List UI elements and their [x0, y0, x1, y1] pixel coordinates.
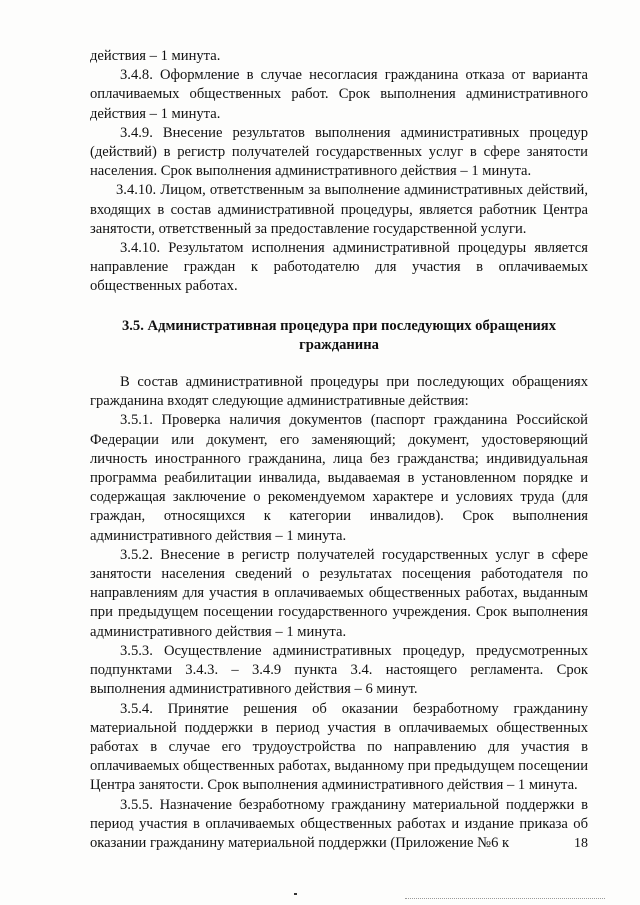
paragraph-3-4-10-result: 3.4.10. Результатом исполнения административной процедуры является направление граждан к работодателю для участия в оплачиваемых общественных работах. [90, 240, 588, 295]
section-heading: 3.5. Административная процедура при последующих обращениях гражданина [121, 317, 556, 353]
page-number: 18 [574, 836, 588, 851]
paragraph-3-5-1: 3.5.1. Проверка наличия документов (паспорт гражданина Российской Федерации или документ, его заменяющий; документ, удостоверяющий личность иностранного гражданина, лица без гражданства; индивидуальная программа реабилитации инвалида, выдаваемая в установленном порядке и содержащая заключение о рекомендуемом характере и условиях труда (для граждан, относящихся к категории инвалидов). Срок выполнения административного действия – 1 минута. [90, 412, 588, 544]
paragraph-3-5-2: 3.5.2. Внесение в регистр получателей государственных услуг в сфере занятости населения сведений о результатах посещения работодателя по направлениям для участия в оплачиваемых общественных работах, выданным при предыдущем посещении государственного учреждения. Срок выполнения административного действия – 1 минута. [90, 546, 588, 640]
paragraph-continuation: действия – 1 минута. [90, 48, 221, 64]
scan-dot [294, 893, 297, 895]
paragraph-intro: В состав административной процедуры при последующих обращениях гражданина входят следующие административные действия: [90, 374, 588, 410]
paragraph-3-5-5: 3.5.5. Назначение безработному гражданину материальной поддержки в период участия в оплачиваемых общественных работах и издание приказа об оказании гражданину материальной поддержки (Приложение №6 к [90, 796, 588, 851]
paragraph-3-4-10-responsible: 3.4.10. Лицом, ответственным за выполнение административных действий, входящих в состав административной процедуры, является работник Центра занятости, ответственный за предоставление государственной услуги. [90, 182, 588, 237]
paragraph-3-5-4: 3.5.4. Принятие решения об оказании безработному гражданину материальной поддержки в период участия в оплачиваемых общественных работах в случае его трудоустройства по направлению для участия в оплачиваемых общественных работах, выданному при предыдущем посещении Центра занятости. Срок выполнения административного действия – 1 минута. [90, 700, 588, 794]
document-body [90, 47, 588, 853]
scan-edge-line [405, 898, 605, 899]
paragraph-3-4-8: 3.4.8. Оформление в случае несогласия гражданина отказа от варианта оплачиваемых общественных работ. Срок выполнения административного действия – 1 минута. [90, 67, 588, 122]
paragraph-3-5-3: 3.5.3. Осуществление административных процедур, предусмотренных подпунктами 3.4.3. – 3.4.9 пункта 3.4. настоящего регламента. Срок выполнения административного действия – 6 минут. [90, 642, 588, 698]
paragraph-3-4-9: 3.4.9. Внесение результатов выполнения административных процедур (действий) в регистр получателей государственных услуг в сфере занятости населения. Срок выполнения административного действия – 1 минута. [90, 124, 588, 180]
